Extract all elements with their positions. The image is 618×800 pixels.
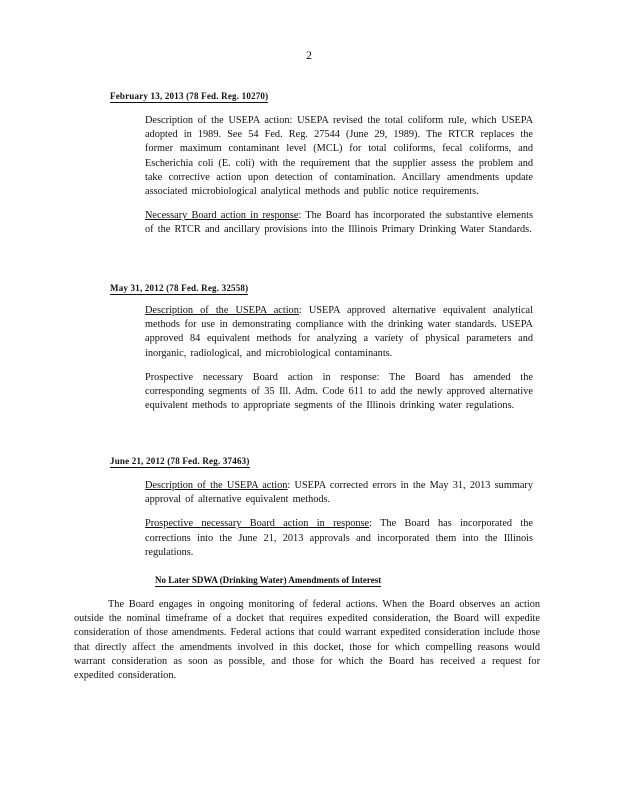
description-label: Description of the USEPA action xyxy=(145,115,290,126)
description-paragraph xyxy=(145,114,533,199)
entry-block xyxy=(145,114,533,248)
description-label: Description of the USEPA action xyxy=(145,480,288,491)
description-label: Description of the USEPA action xyxy=(145,305,299,316)
action-paragraph xyxy=(145,517,533,560)
action-paragraph xyxy=(145,371,533,414)
action-text: : The Board has amended the corresponding segments of 35 Ill. Adm. Code 611 to add the newly approved alternative equivalent methods to appropriate segments of the Illinois drinking water regulations. xyxy=(145,371,533,412)
description-text: : USEPA corrected errors in the May 31, 2013 summary approval of alternative equivalent methods. xyxy=(145,480,533,506)
action-label: Prospective necessary Board action in response xyxy=(145,371,377,383)
description-paragraph xyxy=(145,479,533,507)
description-text: : USEPA approved alternative equivalent analytical methods for use in demonstrating compliance with the drinking water standards. USEPA approved 84 equivalent methods for analyzing a variety of physical parameters and inorganic, radiological, and microbiological contaminants. xyxy=(145,305,533,359)
action-label: Necessary Board action in response xyxy=(145,210,299,222)
entry-heading: February 13, 2013 (78 Fed. Reg. 10270) xyxy=(110,91,269,101)
entry-heading: May 31, 2012 (78 Fed. Reg. 32558) xyxy=(110,283,249,293)
section-title: No Later SDWA (Drinking Water) Amendments of Interest xyxy=(155,575,382,585)
closing-paragraph: The Board engages in ongoing monitoring of federal actions. When the Board observes an action outside the nominal timeframe of a docket that requires expedited consideration, the Board will expedite consideration of those amendments. Federal actions that could warrant expedited consideration include those that directly affect the amendments involved in this docket, those for which compelling reasons would warrant consideration as soon as possible, and those for which the Board has received a request for expedited consideration. xyxy=(74,599,540,682)
action-paragraph xyxy=(145,209,533,237)
description-text: : USEPA revised the total coliform rule, which USEPA adopted in 1989. See 54 Fed. Reg. 27544 (June 29, 1989). The RTCR replaces the former maximum contaminant level (MCL) for total coliforms, fecal coliforms, and Escherichia coli (E. coli) with the requirement that the supplier assess the problem and take corrective action upon detection of contamination. Ancillary amendments update associated microbiological analytical methods and public notice requirements. xyxy=(145,115,534,198)
entry-heading: June 21, 2012 (78 Fed. Reg. 37463) xyxy=(110,456,250,466)
page-number: 2 xyxy=(306,48,312,62)
description-paragraph xyxy=(145,304,533,361)
action-text: : The Board has incorporated the substantive elements of the RTCR and ancillary provisions into the Illinois Primary Drinking Water Standards. xyxy=(145,210,533,236)
entry-block xyxy=(145,304,533,423)
action-text: : The Board has incorporated the corrections into the June 21, 2013 approvals and incorporated them into the Illinois regulations. xyxy=(145,518,534,558)
action-label: Prospective necessary Board action in response xyxy=(145,518,370,530)
entry-block xyxy=(145,479,533,570)
